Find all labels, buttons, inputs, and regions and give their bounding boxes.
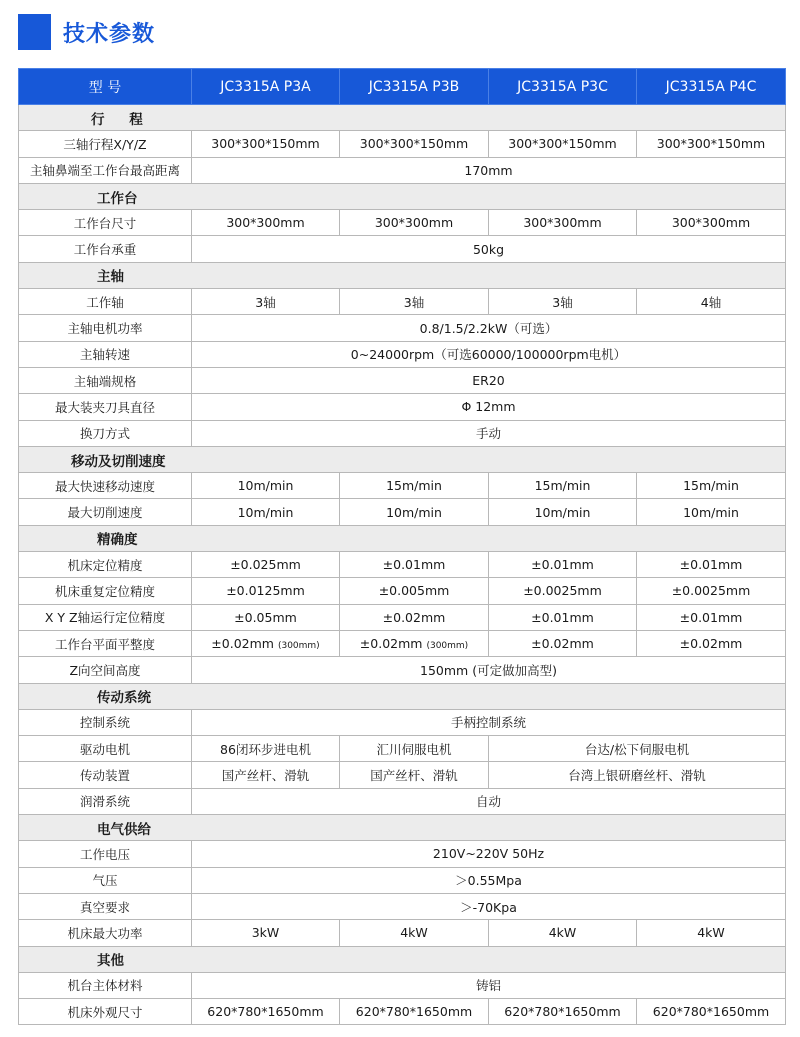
- header-model: JC3315A P3B: [340, 69, 489, 105]
- table-row: [19, 709, 786, 735]
- cell-value: 10m/min: [340, 499, 489, 525]
- table-row: [19, 315, 786, 341]
- table-row: [19, 578, 786, 604]
- cell-value: 620*780*1650mm: [637, 999, 786, 1025]
- row-label: 工作台平面平整度: [19, 630, 192, 656]
- cell-value-main: ±0.02mm: [359, 636, 423, 652]
- cell-value: 台达/松下伺服电机: [489, 736, 786, 762]
- cell-value: 620*780*1650mm: [489, 999, 637, 1025]
- cell-value: 620*780*1650mm: [192, 999, 340, 1025]
- section-title: 其他: [19, 946, 786, 972]
- table-row: [19, 893, 786, 919]
- cell-value: 手动: [192, 420, 786, 446]
- cell-value: 10m/min: [192, 473, 340, 499]
- cell-value: 国产丝杆、滑轨: [192, 762, 340, 788]
- table-row: [19, 420, 786, 446]
- table-row: [19, 131, 786, 157]
- cell-value: ER20: [192, 367, 786, 393]
- page-title: 技术参数: [63, 21, 156, 47]
- row-label: 机床最大功率: [19, 920, 192, 946]
- table-row: [19, 788, 786, 814]
- cell-value: 台湾上银研磨丝杆、滑轨: [489, 762, 786, 788]
- spec-table: [18, 68, 786, 1025]
- section-row-travel: [19, 105, 786, 131]
- cell-value: 3轴: [192, 289, 340, 315]
- cell-value: 300*300mm: [340, 210, 489, 236]
- table-row: [19, 762, 786, 788]
- cell-value: ＞0.55Mpa: [192, 867, 786, 893]
- cell-value: ±0.01mm: [637, 604, 786, 630]
- section-row-accuracy: [19, 525, 786, 551]
- cell-value: ±0.0125mm: [192, 578, 340, 604]
- row-label: 换刀方式: [19, 420, 192, 446]
- cell-value: 170mm: [192, 157, 786, 183]
- cell-value: ±0.025mm: [192, 552, 340, 578]
- table-row: [19, 552, 786, 578]
- cell-value: 86闭环步进电机: [192, 736, 340, 762]
- cell-value: 铸铝: [192, 972, 786, 998]
- table-row: [19, 341, 786, 367]
- row-label: 三轴行程X/Y/Z: [19, 131, 192, 157]
- header-model: JC3315A P3C: [489, 69, 637, 105]
- cell-value: 300*300mm: [637, 210, 786, 236]
- cell-value: 手柄控制系统: [192, 709, 786, 735]
- row-label: 传动装置: [19, 762, 192, 788]
- table-row: [19, 657, 786, 683]
- row-label: 工作轴: [19, 289, 192, 315]
- section-title: 电气供给: [19, 815, 786, 841]
- cell-value: ±0.0025mm: [637, 578, 786, 604]
- row-label: 气压: [19, 867, 192, 893]
- row-label: 真空要求: [19, 893, 192, 919]
- table-row: [19, 210, 786, 236]
- table-row: [19, 499, 786, 525]
- row-label: 驱动电机: [19, 736, 192, 762]
- section-title: 工作台: [19, 183, 786, 209]
- cell-value: 0.8/1.5/2.2kW（可选）: [192, 315, 786, 341]
- cell-value: 300*300mm: [489, 210, 637, 236]
- row-label: 工作电压: [19, 841, 192, 867]
- cell-value: 10m/min: [637, 499, 786, 525]
- cell-value: [340, 630, 489, 656]
- table-row: [19, 999, 786, 1025]
- section-row-other: [19, 946, 786, 972]
- section-title: 传动系统: [19, 683, 786, 709]
- row-label: 主轴转速: [19, 341, 192, 367]
- cell-value: 210V~220V 50Hz: [192, 841, 786, 867]
- cell-value: 国产丝杆、滑轨: [340, 762, 489, 788]
- cell-value: 620*780*1650mm: [340, 999, 489, 1025]
- cell-value: ±0.05mm: [192, 604, 340, 630]
- cell-value: 0~24000rpm（可选60000/100000rpm电机）: [192, 341, 786, 367]
- cell-value: 3轴: [340, 289, 489, 315]
- table-row: [19, 920, 786, 946]
- section-row-spindle: [19, 262, 786, 288]
- cell-value: 4kW: [637, 920, 786, 946]
- cell-value: 300*300*150mm: [192, 131, 340, 157]
- cell-value: ±0.01mm: [489, 604, 637, 630]
- cell-value: ±0.01mm: [637, 552, 786, 578]
- section-row-drive: [19, 683, 786, 709]
- page-header: [18, 14, 155, 50]
- table-row: [19, 841, 786, 867]
- cell-value: ±0.0025mm: [489, 578, 637, 604]
- cell-value: ±0.02mm: [637, 630, 786, 656]
- table-row: [19, 157, 786, 183]
- row-label: 润滑系统: [19, 788, 192, 814]
- cell-value: 50kg: [192, 236, 786, 262]
- header-model-label: 型 号: [19, 69, 192, 105]
- row-label: 最大切削速度: [19, 499, 192, 525]
- row-label: 工作台尺寸: [19, 210, 192, 236]
- cell-value: [192, 630, 340, 656]
- cell-value: 3kW: [192, 920, 340, 946]
- row-label: 主轴电机功率: [19, 315, 192, 341]
- table-row: [19, 236, 786, 262]
- section-row-worktable: [19, 183, 786, 209]
- table-header-row: [19, 69, 786, 105]
- cell-value: ±0.02mm: [489, 630, 637, 656]
- cell-value: 15m/min: [637, 473, 786, 499]
- row-label: 机台主体材料: [19, 972, 192, 998]
- row-label: 机床外观尺寸: [19, 999, 192, 1025]
- table-row: [19, 367, 786, 393]
- table-row: [19, 972, 786, 998]
- cell-note: (300mm): [277, 641, 320, 652]
- table-row: [19, 630, 786, 656]
- cell-value: 自动: [192, 788, 786, 814]
- section-title: 移动及切削速度: [19, 446, 786, 472]
- title-accent-bar: [18, 14, 51, 50]
- cell-value: Φ 12mm: [192, 394, 786, 420]
- cell-value: 15m/min: [340, 473, 489, 499]
- cell-value: 300*300mm: [192, 210, 340, 236]
- table-row: [19, 736, 786, 762]
- table-row: [19, 394, 786, 420]
- header-model: JC3315A P4C: [637, 69, 786, 105]
- cell-value: ＞-70Kpa: [192, 893, 786, 919]
- section-title: 主轴: [19, 262, 786, 288]
- cell-value: 4kW: [489, 920, 637, 946]
- cell-value: 汇川伺服电机: [340, 736, 489, 762]
- cell-value: 300*300*150mm: [340, 131, 489, 157]
- section-title: 行 程: [19, 105, 786, 131]
- cell-note: (300mm): [426, 641, 469, 652]
- cell-value-main: ±0.02mm: [211, 636, 274, 652]
- row-label: 最大装夹刀具直径: [19, 394, 192, 420]
- row-label: 主轴鼻端至工作台最高距离: [19, 157, 192, 183]
- row-label: X Y Z轴运行定位精度: [19, 604, 192, 630]
- row-label: Z向空间高度: [19, 657, 192, 683]
- cell-value: 3轴: [489, 289, 637, 315]
- cell-value: 15m/min: [489, 473, 637, 499]
- table-row: [19, 289, 786, 315]
- cell-value: ±0.02mm: [340, 604, 489, 630]
- row-label: 机床重复定位精度: [19, 578, 192, 604]
- cell-value: 4轴: [637, 289, 786, 315]
- cell-value: 150mm (可定做加高型): [192, 657, 786, 683]
- table-row: [19, 867, 786, 893]
- cell-value: ±0.01mm: [489, 552, 637, 578]
- cell-value: 4kW: [340, 920, 489, 946]
- cell-value: 10m/min: [489, 499, 637, 525]
- section-row-electric: [19, 815, 786, 841]
- section-row-speeds: [19, 446, 786, 472]
- table-row: [19, 604, 786, 630]
- cell-value: ±0.005mm: [340, 578, 489, 604]
- cell-value: 300*300*150mm: [637, 131, 786, 157]
- table-row: [19, 473, 786, 499]
- section-title: 精确度: [19, 525, 786, 551]
- header-model: JC3315A P3A: [192, 69, 340, 105]
- cell-value: ±0.01mm: [340, 552, 489, 578]
- row-label: 工作台承重: [19, 236, 192, 262]
- row-label: 最大快速移动速度: [19, 473, 192, 499]
- cell-value: 10m/min: [192, 499, 340, 525]
- row-label: 机床定位精度: [19, 552, 192, 578]
- cell-value: 300*300*150mm: [489, 131, 637, 157]
- row-label: 主轴端规格: [19, 367, 192, 393]
- row-label: 控制系统: [19, 709, 192, 735]
